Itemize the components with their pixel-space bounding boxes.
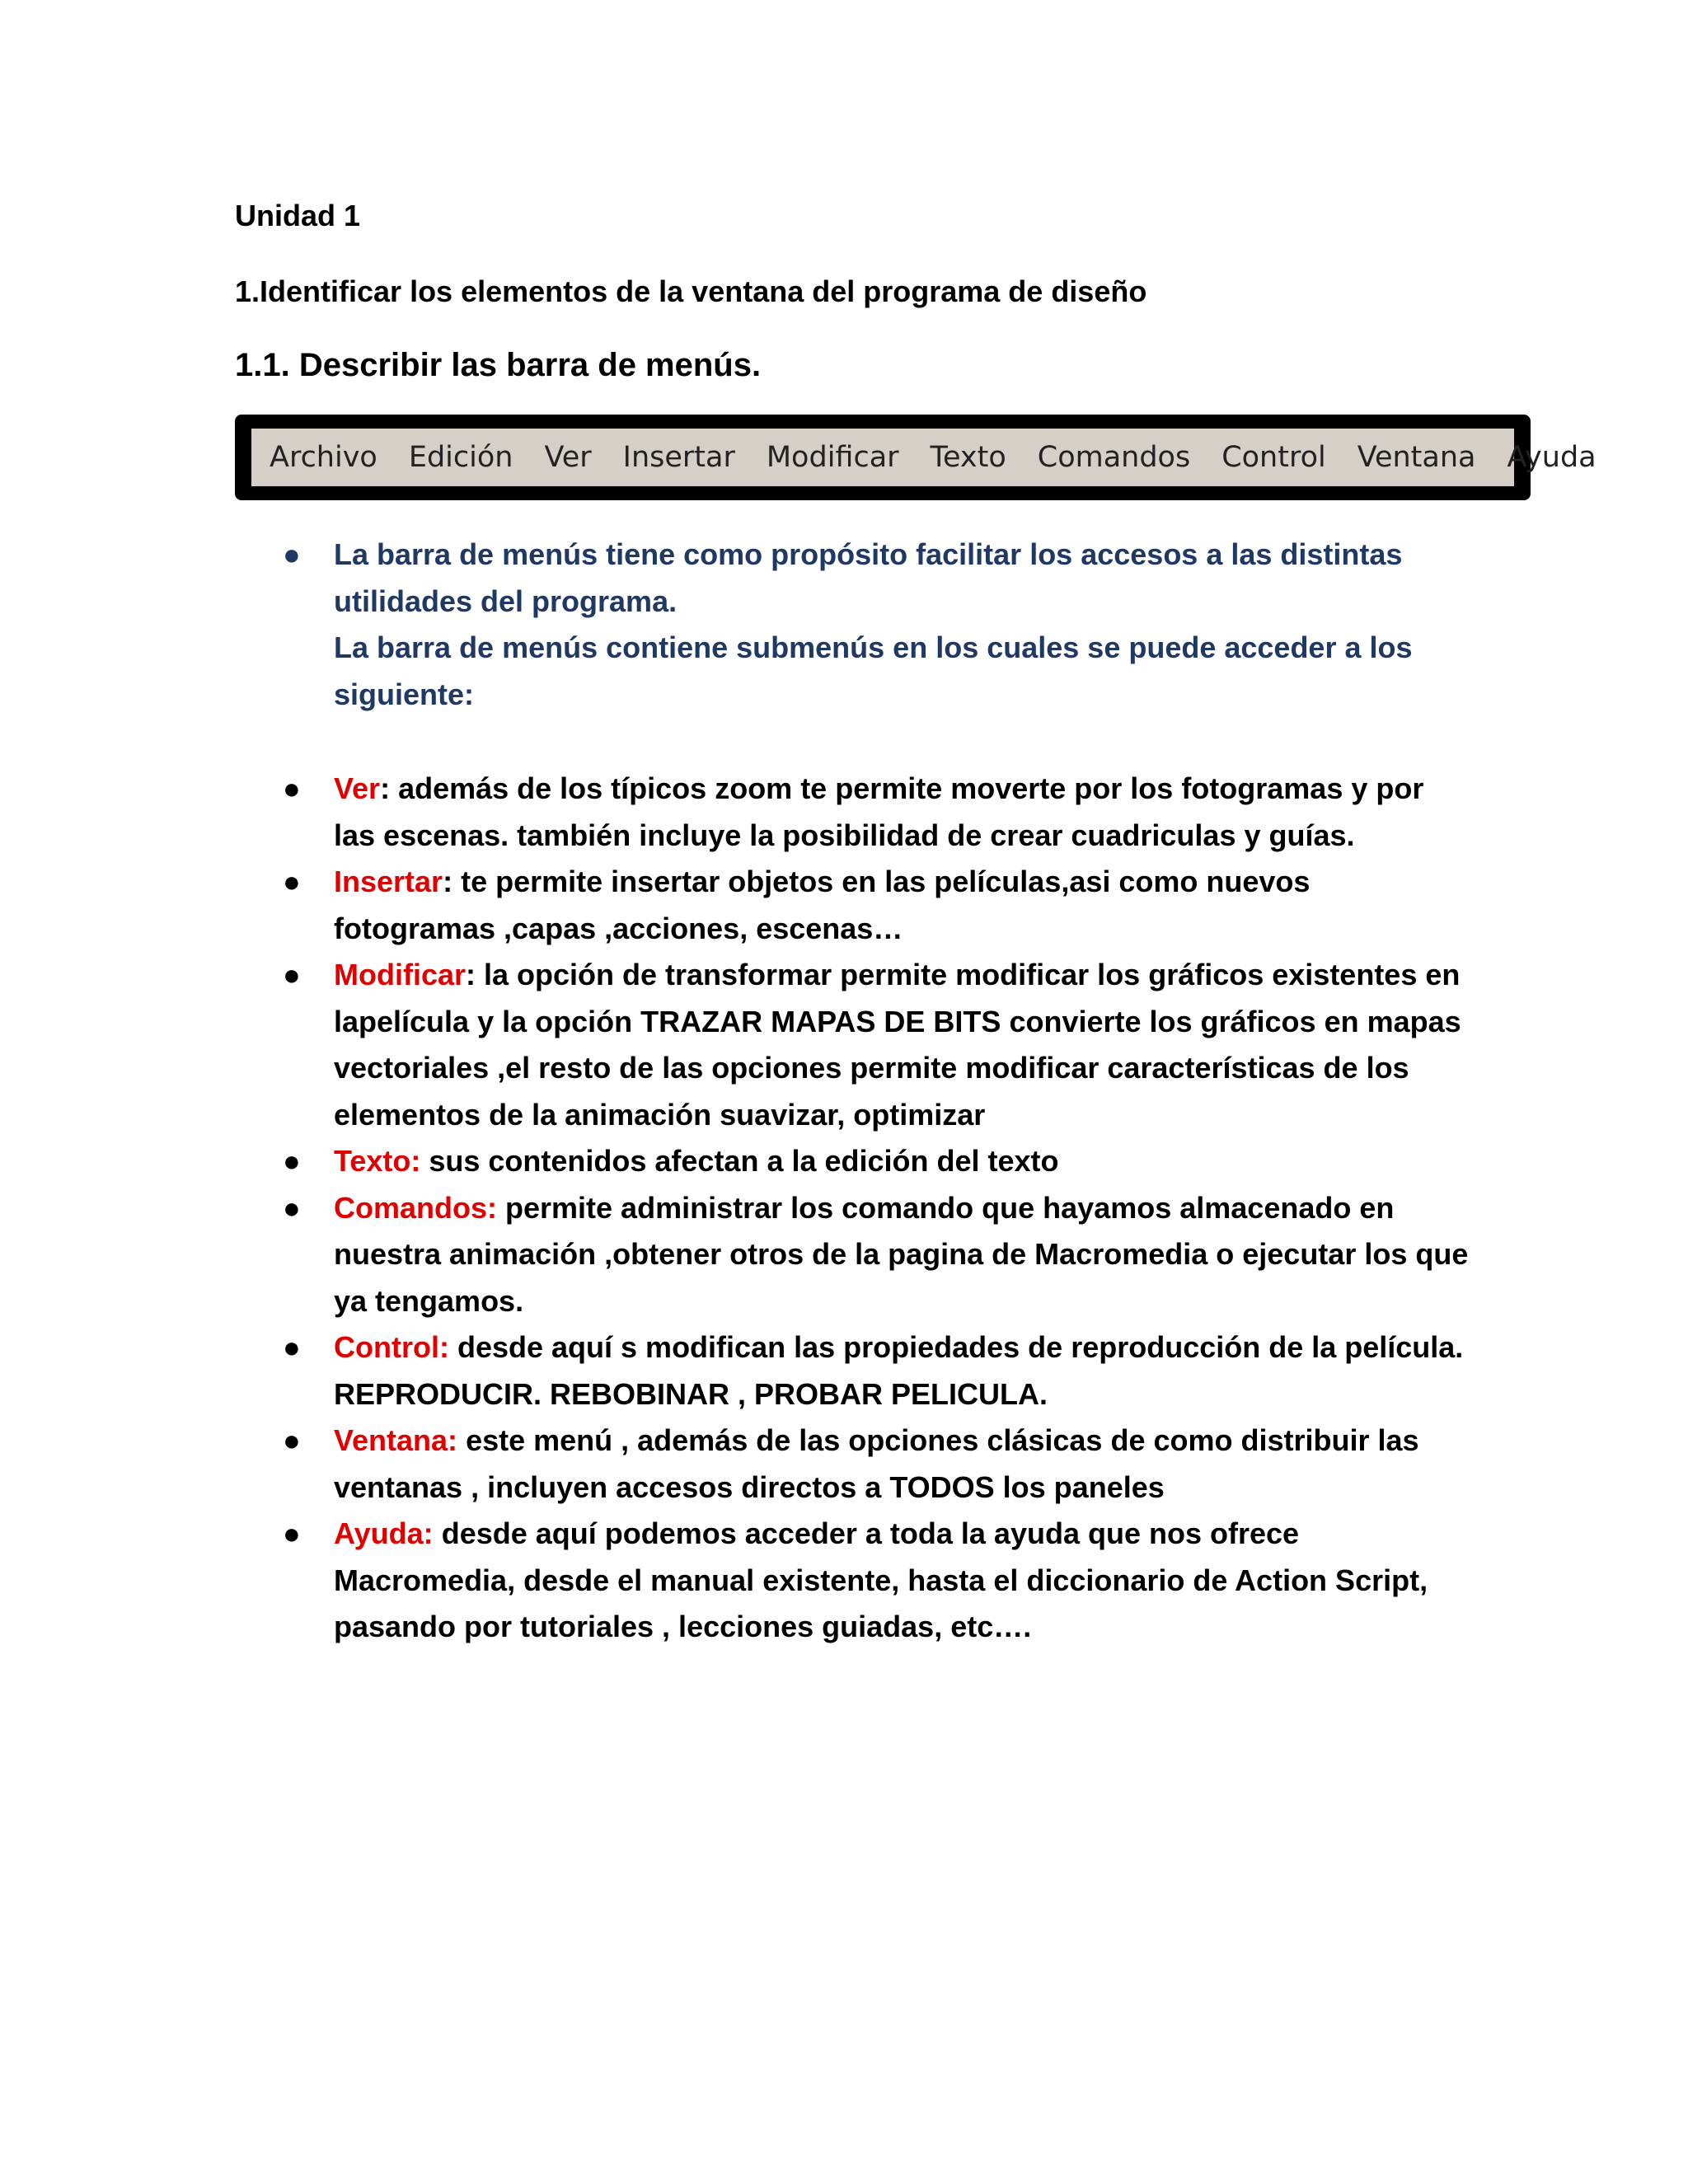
list-item — [235, 1324, 1471, 1418]
bullet-icon: ● — [283, 537, 301, 571]
bullet-icon: ● — [283, 1423, 301, 1457]
description-insertar: te permite insertar objetos en las películas,asi como nuevos fotogramas ,capas ,acciones, escenas… — [334, 865, 1311, 945]
menu-item-modificar: Modificar — [766, 441, 899, 474]
list-item-intro — [235, 532, 1471, 718]
bullet-icon: ● — [283, 958, 301, 991]
term-separator — [497, 1191, 505, 1225]
bullet-icon: ● — [283, 1516, 301, 1550]
menu-item-ayuda: Ayuda — [1507, 441, 1597, 474]
description-comandos: permite administrar los comando que hayamos almacenado en nuestra animación ,obtener otros de la pagina de Macromedia o ejecutar los que ya tengamos. — [334, 1190, 1469, 1318]
list-item — [235, 1185, 1471, 1325]
bullet-list — [235, 532, 1471, 1651]
intro-line-1: La barra de menús tiene como propósito facilitar los accesos a las distintas utilidades del programa. — [334, 537, 1403, 618]
sub-heading: 1.1. Describir las barra de menús. — [235, 347, 762, 383]
menubar — [251, 429, 1597, 486]
unit-title: Unidad 1 — [235, 199, 361, 232]
main-heading: 1.Identificar los elementos de la ventana del programa de diseño — [235, 274, 1147, 308]
term-comandos: Comandos: — [334, 1190, 497, 1225]
description-control: desde aquí s modifican las propiedades de reproducción de la película. REPRODUCIR. REBOBINAR , PROBAR PELICULA. — [334, 1330, 1464, 1411]
term-separator: : — [380, 771, 399, 805]
term-modificar: Modificar — [334, 958, 467, 991]
term-separator: : — [466, 958, 485, 991]
term-separator — [449, 1330, 457, 1364]
term-separator — [434, 1516, 442, 1550]
bullet-icon: ● — [283, 1190, 301, 1225]
description-texto: sus contenidos afectan a la edición del texto — [429, 1144, 1059, 1178]
menu-item-insertar: Insertar — [622, 441, 735, 474]
bullet-icon: ● — [283, 1144, 301, 1178]
term-ventana: Ventana: — [334, 1423, 458, 1457]
list-item — [235, 859, 1471, 952]
list-item — [235, 1138, 1471, 1185]
intro-line-2: La barra de menús contiene submenús en los cuales se puede acceder a los siguiente: — [334, 630, 1413, 711]
term-ayuda: Ayuda: — [334, 1516, 434, 1550]
menu-item-edicion: Edición — [408, 441, 513, 474]
description-modificar: la opción de transformar permite modificar los gráficos existentes en lapelícula y la opción TRAZAR MAPAS DE BITS convierte los gráficos en mapas vectoriales ,el resto de las opciones permite modificar características de los elementos de la animación suavizar, optimizar — [334, 958, 1461, 1132]
term-control: Control: — [334, 1330, 449, 1364]
menu-item-control: Control — [1221, 441, 1326, 474]
description-ayuda: desde aquí podemos acceder a toda la ayuda que nos ofrece Macromedia, desde el manual existente, hasta el diccionario de Action Script, pasando por tutoriales , lecciones guiadas, etc…. — [334, 1516, 1428, 1643]
menu-item-archivo: Archivo — [270, 441, 377, 474]
list-item — [235, 1418, 1471, 1511]
description-ver: además de los típicos zoom te permite moverte por los fotogramas y por las escenas. también incluye la posibilidad de crear cuadriculas y guías. — [334, 771, 1424, 852]
term-separator: : — [443, 865, 462, 898]
menu-item-comandos: Comandos — [1037, 441, 1191, 474]
bullet-icon: ● — [283, 865, 301, 898]
term-texto: Texto: — [334, 1144, 421, 1178]
bullet-icon: ● — [283, 1330, 301, 1364]
list-item — [235, 766, 1471, 859]
list-item — [235, 1511, 1471, 1651]
term-insertar: Insertar — [334, 865, 443, 898]
menu-item-ver: Ver — [544, 441, 592, 474]
term-separator — [457, 1423, 466, 1457]
menu-item-ventana: Ventana — [1357, 441, 1476, 474]
term-separator — [420, 1144, 429, 1178]
bullet-icon: ● — [283, 771, 301, 805]
description-ventana: este menú , además de las opciones clásicas de como distribuir las ventanas , incluyen accesos directos a TODOS los paneles — [334, 1423, 1419, 1504]
menubar-screenshot-frame — [235, 415, 1597, 500]
list-item — [235, 952, 1471, 1138]
menu-item-texto: Texto — [930, 441, 1006, 474]
term-ver: Ver — [334, 771, 381, 805]
